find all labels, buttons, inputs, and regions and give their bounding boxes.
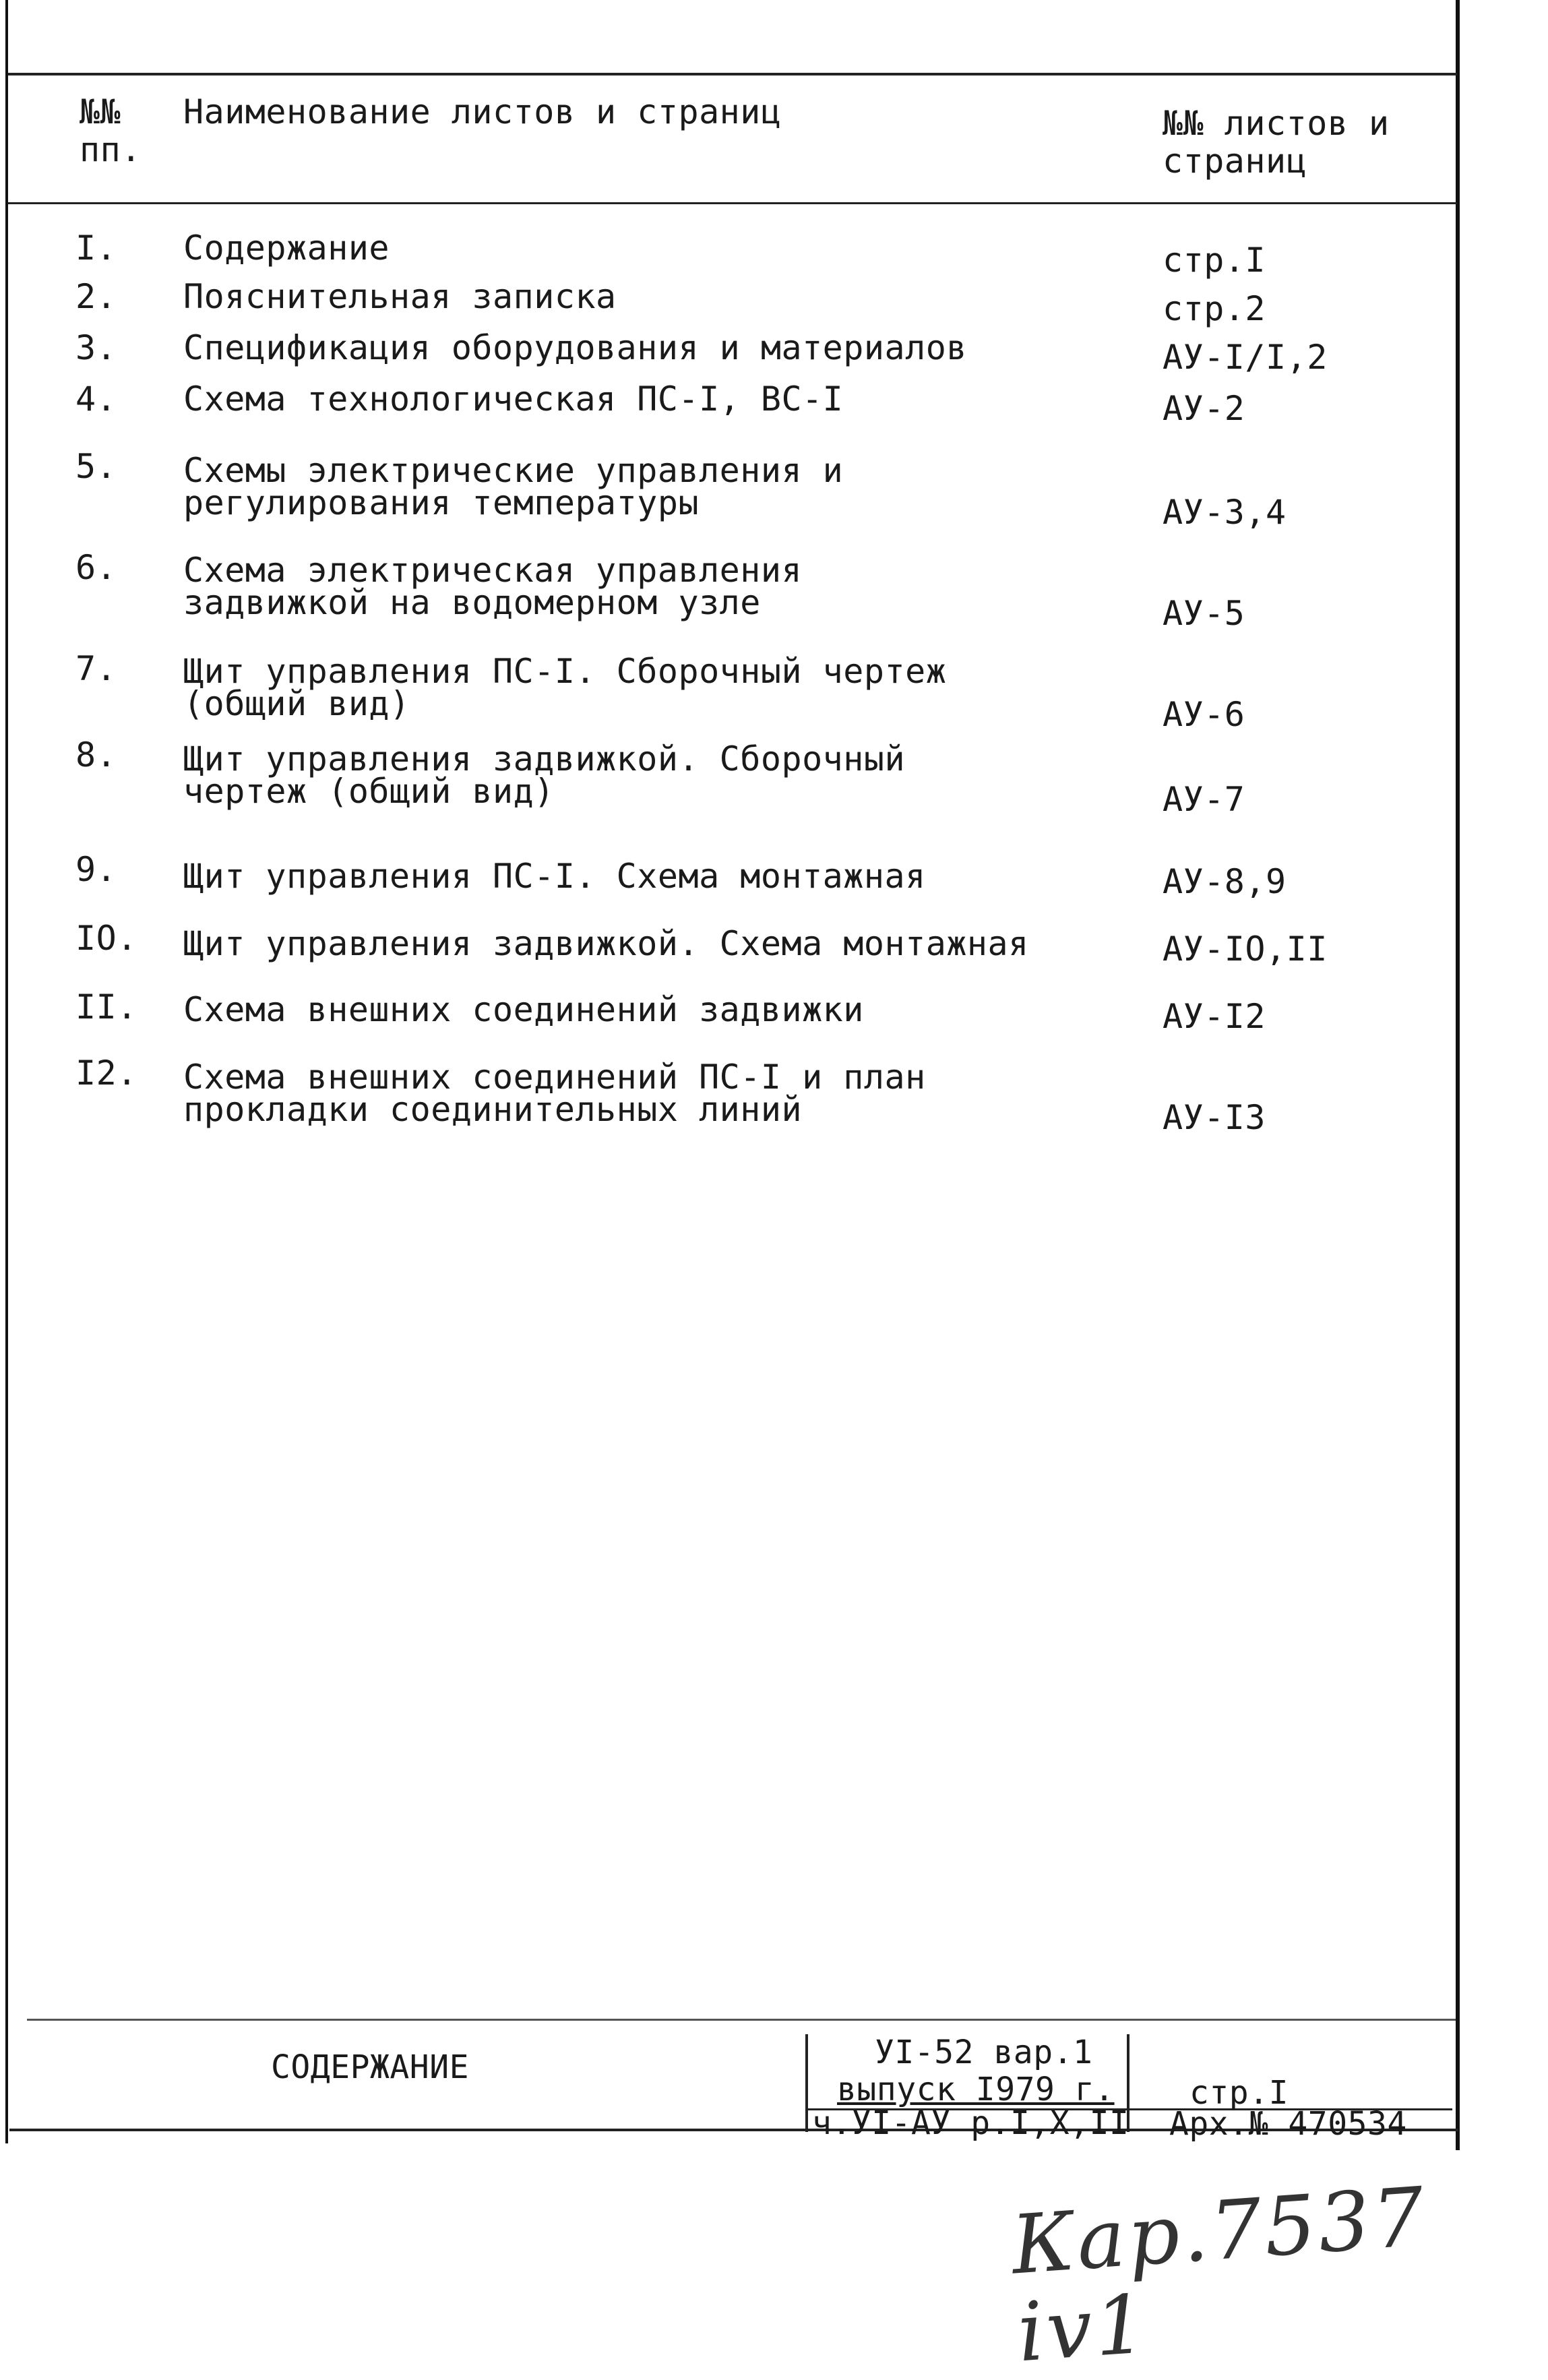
row-number: 9. xyxy=(75,850,117,889)
row-number: II. xyxy=(75,987,137,1027)
row-sheet-code: АУ-6 xyxy=(1163,695,1245,734)
row-sheet-code: стр.I xyxy=(1163,241,1266,280)
header-top-rule xyxy=(8,73,1457,75)
header-bottom-rule xyxy=(8,202,1457,204)
row-sheet-code: АУ-7 xyxy=(1163,780,1245,819)
header-number-column: №№ пп. xyxy=(80,92,142,169)
row-sheet-code: стр.2 xyxy=(1163,289,1266,328)
row-title: Схема внешних соединений ПС-I и план прокладки соединительных линий xyxy=(183,1058,926,1129)
row-title: Схемы электрические управления и регулирования температуры xyxy=(183,451,844,522)
row-number: IO. xyxy=(75,919,137,958)
header-sheets-column: №№ листов и страниц xyxy=(1163,104,1390,181)
row-title: Схема технологическая ПС-I, ВС-I xyxy=(183,379,844,419)
row-sheet-code: АУ-2 xyxy=(1163,389,1245,428)
row-number: 4. xyxy=(75,379,117,419)
header-name-column: Наименование листов и страниц xyxy=(183,92,782,131)
row-sheet-code: АУ-I3 xyxy=(1163,1098,1266,1137)
stamp-part: ч.УI-АУ р.I,X,II xyxy=(812,2104,1129,2142)
row-title: Щит управления задвижкой. Схема монтажная xyxy=(183,924,1029,963)
row-number: 8. xyxy=(75,735,117,774)
stamp-series: УI-52 вар.1 xyxy=(875,2034,1093,2071)
row-title: Схема электрическая управления задвижкой на водомерном узле xyxy=(183,551,803,622)
stamp-archive-number: Арх.№ 470534 xyxy=(1169,2105,1407,2143)
row-number: 2. xyxy=(75,277,117,316)
stamp-page: стр.I xyxy=(1189,2074,1289,2112)
row-sheet-code: АУ-I2 xyxy=(1163,997,1266,1036)
row-title: Щит управления ПС-I. Сборочный чертеж (общий вид) xyxy=(183,652,947,723)
row-title: Щит управления задвижкой. Сборочный чертеж (общий вид) xyxy=(183,739,906,811)
frame-right-border xyxy=(1456,0,1460,2150)
stamp-top-rule xyxy=(27,2019,1456,2021)
row-number: I. xyxy=(75,228,117,268)
handwritten-inventory-note: Кар.7537 iv1 xyxy=(1008,2170,1430,2380)
row-title: Щит управления ПС-I. Схема монтажная xyxy=(183,857,926,896)
stamp-issue: выпуск I979 г. xyxy=(837,2071,1115,2108)
row-title: Содержание xyxy=(183,228,390,268)
row-title: Спецификация оборудования и материалов xyxy=(183,328,967,367)
row-title: Схема внешних соединений задвижки xyxy=(183,990,864,1029)
row-sheet-code: АУ-8,9 xyxy=(1163,862,1287,901)
row-number: 6. xyxy=(75,548,117,587)
stamp-title: СОДЕРЖАНИЕ xyxy=(271,2048,469,2086)
row-number: 7. xyxy=(75,649,117,688)
frame-left-border xyxy=(5,0,8,2143)
row-sheet-code: АУ-3,4 xyxy=(1163,493,1287,532)
row-title: Пояснительная записка xyxy=(183,277,617,316)
row-number: 5. xyxy=(75,447,117,486)
stamp-divider-left xyxy=(805,2034,808,2132)
row-sheet-code: АУ-IO,II xyxy=(1163,929,1328,969)
row-number: I2. xyxy=(75,1054,137,1093)
row-number: 3. xyxy=(75,328,117,367)
row-sheet-code: АУ-I/I,2 xyxy=(1163,338,1328,377)
row-sheet-code: АУ-5 xyxy=(1163,594,1245,633)
